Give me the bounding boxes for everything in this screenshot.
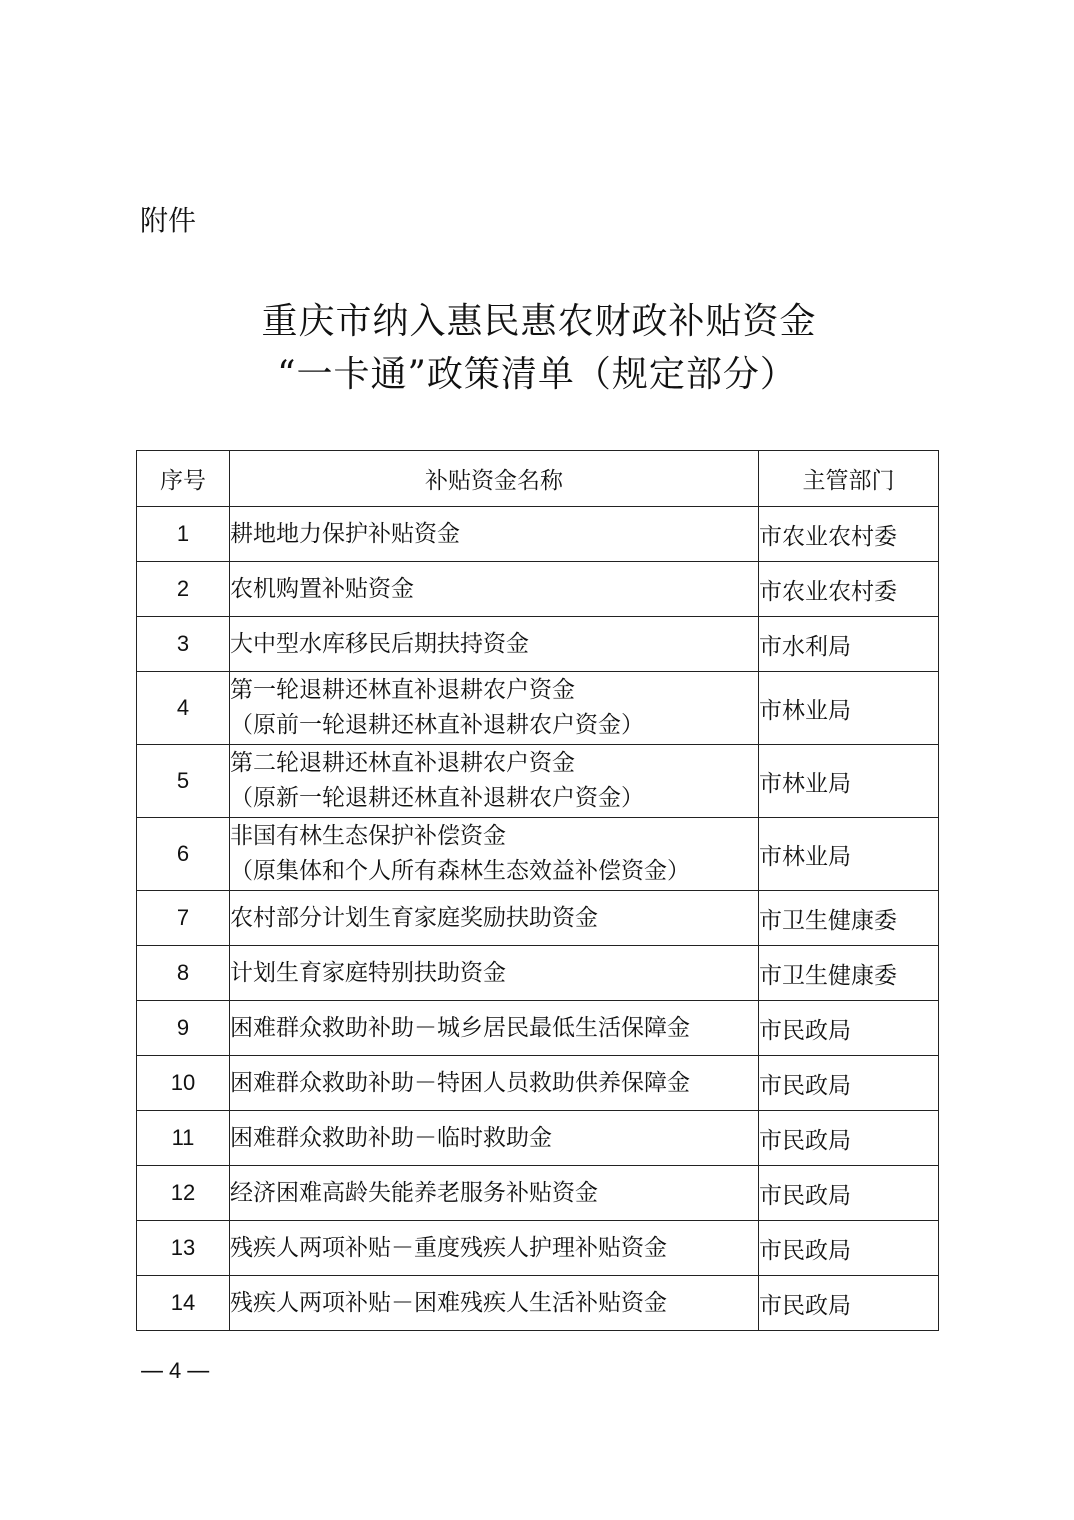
cell-department: 市民政局 — [759, 1166, 939, 1221]
page-number-dash-right: — — [186, 1356, 211, 1384]
subsidy-name-original: （原前一轮退耕还林直补退耕农户资金） — [230, 712, 644, 738]
table-header-row — [137, 451, 939, 507]
cell-subsidy-name: 经济困难高龄失能养老服务补贴资金 — [230, 1166, 759, 1221]
cell-subsidy-name: 困难群众救助补助－特困人员救助供养保障金 — [230, 1056, 759, 1111]
cell-subsidy-name: 大中型水库移民后期扶持资金 — [230, 617, 759, 672]
page-number — [140, 1354, 210, 1387]
table-row — [137, 617, 939, 672]
subsidy-name-current: 第一轮退耕还林直补退耕农户资金 — [230, 677, 575, 703]
table-row — [137, 745, 939, 818]
cell-serial-number: 8 — [137, 946, 230, 1001]
cell-serial-number: 9 — [137, 1001, 230, 1056]
table-row — [137, 1056, 939, 1111]
cell-serial-number: 5 — [137, 745, 230, 818]
cell-department: 市民政局 — [759, 1056, 939, 1111]
cell-subsidy-name: 残疾人两项补贴－困难残疾人生活补贴资金 — [230, 1276, 759, 1331]
cell-serial-number: 3 — [137, 617, 230, 672]
cell-department: 市卫生健康委 — [759, 946, 939, 1001]
subsidy-name-original: （原集体和个人所有森林生态效益补偿资金） — [230, 858, 690, 884]
cell-subsidy-name: 农机购置补贴资金 — [230, 562, 759, 617]
cell-serial-number: 1 — [137, 507, 230, 562]
cell-department: 市农业农村委 — [759, 562, 939, 617]
header-serial-number: 序号 — [137, 451, 230, 507]
cell-department: 市民政局 — [759, 1001, 939, 1056]
table-row — [137, 818, 939, 891]
cell-serial-number: 4 — [137, 672, 230, 745]
cell-subsidy-name: 困难群众救助补助－城乡居民最低生活保障金 — [230, 1001, 759, 1056]
cell-subsidy-name — [230, 818, 759, 891]
cell-department: 市林业局 — [759, 745, 939, 818]
cell-serial-number: 11 — [137, 1111, 230, 1166]
table-row — [137, 1166, 939, 1221]
cell-serial-number: 6 — [137, 818, 230, 891]
attachment-label: 附件 — [140, 204, 197, 237]
table-row — [137, 946, 939, 1001]
subsidy-name-original: （原新一轮退耕还林直补退耕农户资金） — [230, 785, 644, 811]
cell-serial-number: 2 — [137, 562, 230, 617]
page-title-line-1: 重庆市纳入惠民惠农财政补贴资金 — [261, 301, 817, 342]
header-subsidy-name: 补贴资金名称 — [230, 451, 759, 507]
page-number-dash-left: — — [140, 1356, 164, 1384]
table-row — [137, 1001, 939, 1056]
cell-department: 市林业局 — [759, 672, 939, 745]
cell-department: 市林业局 — [759, 818, 939, 891]
cell-subsidy-name: 农村部分计划生育家庭奖励扶助资金 — [230, 891, 759, 946]
table-row — [137, 1111, 939, 1166]
header-department: 主管部门 — [759, 451, 939, 507]
cell-subsidy-name: 计划生育家庭特别扶助资金 — [230, 946, 759, 1001]
cell-subsidy-name: 残疾人两项补贴－重度残疾人护理补贴资金 — [230, 1221, 759, 1276]
table-row — [137, 1221, 939, 1276]
table-row — [137, 891, 939, 946]
cell-serial-number: 13 — [137, 1221, 230, 1276]
table-row — [137, 672, 939, 745]
cell-subsidy-name: 困难群众救助补助－临时救助金 — [230, 1111, 759, 1166]
page-number-value: 4 — [169, 1358, 182, 1383]
cell-serial-number: 7 — [137, 891, 230, 946]
policy-table — [136, 450, 939, 1331]
cell-subsidy-name: 耕地地力保护补贴资金 — [230, 507, 759, 562]
cell-department: 市民政局 — [759, 1276, 939, 1331]
cell-department: 市民政局 — [759, 1221, 939, 1276]
cell-department: 市民政局 — [759, 1111, 939, 1166]
cell-serial-number: 12 — [137, 1166, 230, 1221]
cell-department: 市卫生健康委 — [759, 891, 939, 946]
cell-serial-number: 14 — [137, 1276, 230, 1331]
table-row — [137, 1276, 939, 1331]
table-row — [137, 507, 939, 562]
cell-serial-number: 10 — [137, 1056, 230, 1111]
cell-subsidy-name — [230, 745, 759, 818]
table-row — [137, 562, 939, 617]
cell-department: 市农业农村委 — [759, 507, 939, 562]
cell-subsidy-name — [230, 672, 759, 745]
page-title-line-2: “一卡通”政策清单（规定部分） — [277, 354, 797, 395]
subsidy-name-current: 第二轮退耕还林直补退耕农户资金 — [230, 750, 575, 776]
cell-department: 市水利局 — [759, 617, 939, 672]
table-body — [137, 507, 939, 1331]
subsidy-name-current: 非国有林生态保护补偿资金 — [230, 823, 506, 849]
